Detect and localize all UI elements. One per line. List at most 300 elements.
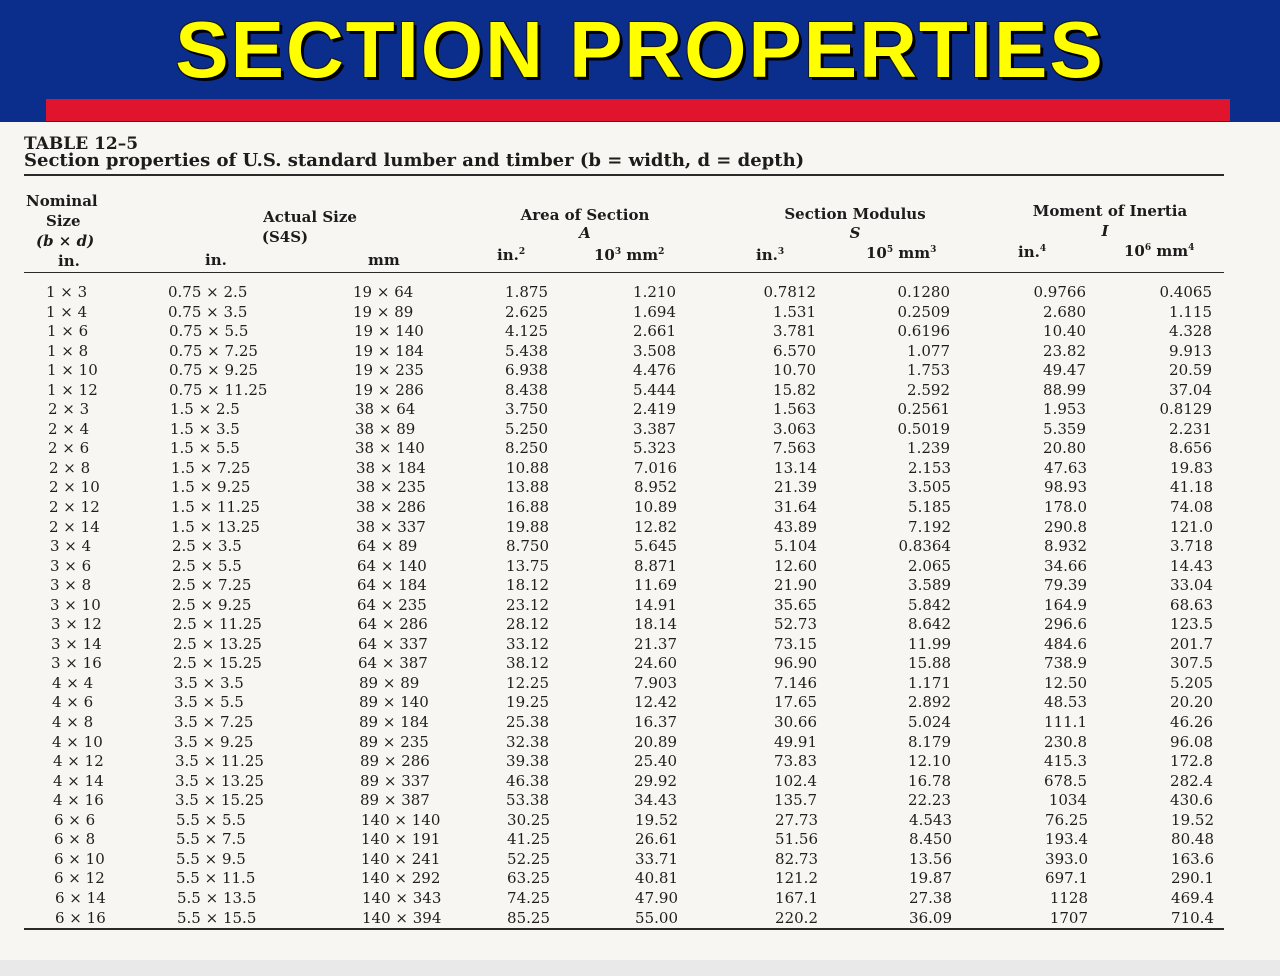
table-top-rule [24,174,1224,176]
cell-area-mm2: 12.42 [634,693,677,712]
cell-inertia-in4: 111.1 [1044,713,1087,732]
table-row [0,654,1280,674]
cell-actual-mm: 38 × 64 [355,400,416,419]
cell-inertia-in4: 98.93 [1044,478,1087,497]
cell-nominal-size: 2 × 12 [49,498,100,517]
header-actual-s4s: (S4S) [261,228,309,246]
cell-actual-in: 1.5 × 11.25 [171,498,260,517]
cell-actual-mm: 38 × 184 [356,458,426,477]
header-nominal-line1: Nominal [26,192,98,210]
cell-area-in2: 74.25 [507,888,550,907]
header-area: Area of Section [520,206,650,224]
cell-actual-mm: 19 × 140 [354,322,424,341]
cell-inertia-in4: 193.4 [1045,830,1088,849]
cell-inertia-in4: 47.63 [1044,458,1087,477]
cell-actual-mm: 140 × 241 [361,849,441,868]
cell-modulus-mm3: 1.239 [907,439,950,458]
cell-actual-mm: 64 × 387 [358,654,428,673]
header-area-unit-in: in.$^2$ [497,246,526,264]
cell-area-in2: 19.25 [506,693,549,712]
cell-modulus-in3: 21.39 [774,478,817,497]
cell-modulus-mm3: 22.23 [908,791,951,810]
cell-inertia-in4: 1128 [1049,888,1088,907]
cell-inertia-mm4: 469.4 [1171,888,1214,907]
header-area-symbol: A [579,224,591,242]
cell-modulus-in3: 5.104 [774,537,817,556]
cell-nominal-size: 1 × 10 [47,361,98,380]
cell-modulus-in3: 51.56 [775,830,818,849]
cell-actual-in: 1.5 × 9.25 [171,478,251,497]
cell-nominal-size: 1 × 4 [46,302,88,321]
cell-nominal-size: 2 × 14 [49,517,100,536]
cell-area-in2: 2.625 [505,302,548,321]
cell-nominal-size: 3 × 4 [50,537,92,556]
cell-actual-mm: 64 × 89 [357,537,418,556]
cell-actual-in: 1.5 × 2.5 [170,400,240,419]
cell-actual-in: 2.5 × 3.5 [172,537,242,556]
cell-inertia-mm4: 710.4 [1171,908,1214,927]
cell-area-mm2: 10.89 [634,498,677,517]
table-row [0,557,1280,577]
cell-inertia-in4: 178.0 [1044,498,1087,517]
cell-area-mm2: 2.661 [633,322,676,341]
cell-modulus-mm3: 0.8364 [898,537,951,556]
cell-nominal-size: 2 × 3 [48,400,90,419]
cell-inertia-in4: 20.80 [1043,439,1086,458]
cell-actual-mm: 140 × 191 [361,830,441,849]
cell-modulus-mm3: 15.88 [908,654,951,673]
cell-area-mm2: 3.508 [633,341,676,360]
cell-inertia-in4: 1.953 [1043,400,1086,419]
cell-modulus-mm3: 36.09 [909,908,952,927]
cell-area-in2: 4.125 [505,322,548,341]
cell-nominal-size: 2 × 8 [49,458,91,477]
cell-area-mm2: 1.210 [633,283,676,301]
cell-inertia-in4: 484.6 [1044,634,1087,653]
cell-modulus-mm3: 2.153 [908,458,951,477]
cell-area-mm2: 14.91 [634,595,677,614]
cell-actual-in: 1.5 × 13.25 [171,517,260,536]
cell-actual-in: 3.5 × 9.25 [174,732,254,751]
cell-inertia-mm4: 19.83 [1170,458,1213,477]
title-underline-bar [46,99,1230,121]
cell-inertia-mm4: 307.5 [1170,654,1213,673]
cell-area-mm2: 12.82 [634,517,677,536]
cell-actual-in: 2.5 × 11.25 [173,615,262,634]
cell-area-in2: 12.25 [506,673,549,692]
cell-area-in2: 18.12 [506,576,549,595]
cell-actual-mm: 19 × 64 [353,283,414,301]
cell-nominal-size: 2 × 10 [49,478,100,497]
cell-area-mm2: 8.871 [634,556,677,575]
cell-modulus-mm3: 0.5019 [897,419,950,438]
cell-inertia-mm4: 46.26 [1170,713,1213,732]
cell-actual-mm: 64 × 184 [357,576,427,595]
cell-modulus-mm3: 1.077 [907,341,950,360]
cell-inertia-in4: 48.53 [1044,693,1087,712]
cell-actual-mm: 64 × 140 [357,556,427,575]
cell-modulus-in3: 7.146 [774,673,817,692]
table-body [0,283,1280,928]
header-modulus-symbol: S [849,224,861,242]
cell-inertia-mm4: 282.4 [1170,771,1213,790]
table-row [0,361,1280,381]
cell-actual-mm: 38 × 89 [355,419,416,438]
cell-actual-in: 2.5 × 15.25 [173,654,262,673]
header-area-unit-mm: $10^3$ $mm^2$ [594,246,665,264]
cell-area-in2: 32.38 [506,732,549,751]
cell-inertia-in4: 164.9 [1044,595,1087,614]
cell-inertia-in4: 393.0 [1045,849,1088,868]
cell-actual-in: 2.5 × 13.25 [173,634,262,653]
header-nominal-line3: (b × d) [36,232,95,250]
cell-area-mm2: 40.81 [635,869,678,888]
cell-modulus-in3: 121.2 [775,869,818,888]
table-row [0,850,1280,870]
table-row [0,615,1280,635]
cell-nominal-size: 1 × 6 [47,322,89,341]
table-row [0,811,1280,831]
cell-actual-in: 3.5 × 3.5 [174,673,244,692]
cell-modulus-mm3: 3.505 [908,478,951,497]
cell-modulus-in3: 43.89 [774,517,817,536]
cell-inertia-in4: 10.40 [1043,322,1086,341]
cell-modulus-mm3: 13.56 [909,849,952,868]
cell-actual-mm: 64 × 337 [358,634,428,653]
cell-actual-in: 3.5 × 15.25 [175,791,264,810]
cell-area-mm2: 25.40 [634,752,677,771]
cell-area-in2: 25.38 [506,713,549,732]
cell-inertia-in4: 0.9766 [1033,283,1086,301]
cell-actual-mm: 89 × 337 [360,771,430,790]
cell-area-mm2: 20.89 [634,732,677,751]
cell-actual-mm: 64 × 286 [358,615,428,634]
cell-actual-in: 3.5 × 11.25 [175,752,264,771]
cell-inertia-mm4: 20.20 [1170,693,1213,712]
cell-modulus-mm3: 2.065 [908,556,951,575]
cell-modulus-in3: 27.73 [775,810,818,829]
header-moment-of-inertia: Moment of Inertia [1032,202,1188,220]
cell-inertia-in4: 1707 [1049,908,1088,927]
title-banner [0,0,1280,122]
cell-modulus-in3: 17.65 [774,693,817,712]
cell-actual-mm: 89 × 89 [359,673,420,692]
cell-area-in2: 30.25 [507,810,550,829]
cell-inertia-mm4: 4.328 [1169,322,1212,341]
cell-nominal-size: 3 × 10 [50,595,101,614]
cell-inertia-mm4: 74.08 [1170,498,1213,517]
table-caption: Section properties of U.S. standard lumber and timber (b = width, d = depth) [24,150,805,171]
cell-modulus-mm3: 1.171 [908,673,951,692]
table-row [0,459,1280,479]
cell-area-mm2: 55.00 [635,908,678,927]
cell-inertia-in4: 23.82 [1043,341,1086,360]
cell-inertia-in4: 415.3 [1044,752,1087,771]
cell-area-in2: 13.88 [506,478,549,497]
cell-actual-in: 3.5 × 5.5 [174,693,244,712]
cell-modulus-in3: 30.66 [774,713,817,732]
cell-actual-in: 3.5 × 7.25 [174,713,254,732]
table-row [0,674,1280,694]
cell-actual-mm: 140 × 343 [362,888,442,907]
cell-area-in2: 28.12 [506,615,549,634]
table-row [0,713,1280,733]
cell-modulus-in3: 102.4 [774,771,817,790]
cell-area-in2: 8.250 [505,439,548,458]
cell-modulus-mm3: 0.6196 [897,322,950,341]
cell-actual-in: 2.5 × 5.5 [172,556,242,575]
cell-area-mm2: 16.37 [634,713,677,732]
cell-inertia-mm4: 2.231 [1169,419,1212,438]
cell-area-mm2: 4.476 [633,361,676,380]
cell-inertia-in4: 738.9 [1044,654,1087,673]
cell-nominal-size: 2 × 6 [48,439,90,458]
cell-inertia-mm4: 290.1 [1171,869,1214,888]
cell-modulus-in3: 7.563 [773,439,816,458]
cell-nominal-size: 2 × 4 [48,419,90,438]
cell-inertia-mm4: 8.656 [1169,439,1212,458]
cell-inertia-mm4: 1.115 [1169,302,1212,321]
cell-nominal-size: 6 × 10 [54,849,105,868]
cell-area-mm2: 19.52 [635,810,678,829]
cell-modulus-in3: 167.1 [775,888,818,907]
cell-modulus-mm3: 8.642 [908,615,951,634]
table-row [0,909,1280,929]
header-actual-unit-mm: mm [368,251,400,269]
cell-area-in2: 52.25 [507,849,550,868]
cell-inertia-in4: 76.25 [1045,810,1088,829]
cell-area-in2: 3.750 [505,400,548,419]
cell-actual-in: 0.75 × 11.25 [169,380,268,399]
table-row [0,381,1280,401]
cell-modulus-mm3: 27.38 [909,888,952,907]
cell-modulus-mm3: 5.842 [908,595,951,614]
cell-actual-in: 0.75 × 5.5 [169,322,249,341]
cell-modulus-in3: 0.7812 [763,283,816,301]
cell-actual-mm: 19 × 89 [353,302,414,321]
cell-actual-mm: 140 × 140 [361,810,441,829]
cell-actual-in: 0.75 × 3.5 [168,302,248,321]
cell-modulus-in3: 52.73 [774,615,817,634]
table-row [0,303,1280,323]
cell-area-in2: 33.12 [506,634,549,653]
cell-actual-in: 1.5 × 3.5 [170,419,240,438]
cell-inertia-mm4: 14.43 [1170,556,1213,575]
cell-inertia-mm4: 41.18 [1170,478,1213,497]
cell-modulus-in3: 10.70 [773,361,816,380]
table-row [0,342,1280,362]
cell-inertia-in4: 79.39 [1044,576,1087,595]
cell-area-mm2: 18.14 [634,615,677,634]
cell-actual-in: 2.5 × 9.25 [172,595,252,614]
cell-modulus-in3: 1.563 [773,400,816,419]
cell-area-in2: 5.250 [505,419,548,438]
cell-area-in2: 1.875 [505,283,548,301]
cell-inertia-mm4: 201.7 [1170,634,1213,653]
cell-nominal-size: 4 × 10 [52,732,103,751]
table-row [0,576,1280,596]
cell-area-mm2: 11.69 [634,576,677,595]
cell-modulus-mm3: 0.2509 [897,302,950,321]
cell-area-mm2: 7.016 [634,458,677,477]
table-row [0,889,1280,909]
cell-modulus-mm3: 2.592 [907,380,950,399]
cell-inertia-mm4: 80.48 [1171,830,1214,849]
cell-modulus-mm3: 3.589 [908,576,951,595]
cell-area-mm2: 47.90 [635,888,678,907]
header-inertia-symbol: I [1101,222,1109,240]
cell-nominal-size: 4 × 14 [53,771,104,790]
page-title: SECTION PROPERTIES [175,5,1105,94]
cell-area-in2: 19.88 [506,517,549,536]
cell-area-in2: 46.38 [506,771,549,790]
header-bottom-rule [24,272,1224,273]
cell-nominal-size: 6 × 6 [54,810,96,829]
cell-actual-in: 1.5 × 5.5 [170,439,240,458]
cell-nominal-size: 4 × 12 [53,752,104,771]
cell-inertia-mm4: 5.205 [1170,673,1213,692]
cell-inertia-in4: 290.8 [1044,517,1087,536]
cell-inertia-mm4: 0.8129 [1159,400,1212,419]
cell-area-in2: 10.88 [506,458,549,477]
cell-modulus-in3: 82.73 [775,849,818,868]
cell-modulus-in3: 73.83 [774,752,817,771]
cell-modulus-in3: 13.14 [774,458,817,477]
cell-modulus-mm3: 8.450 [909,830,952,849]
cell-inertia-in4: 678.5 [1044,771,1087,790]
cell-actual-mm: 89 × 140 [359,693,429,712]
cell-inertia-mm4: 121.0 [1170,517,1213,536]
header-inertia-unit-mm: $10^6$ $mm^4$ [1124,242,1195,260]
cell-area-mm2: 2.419 [633,400,676,419]
table-row [0,772,1280,792]
cell-modulus-in3: 135.7 [774,791,817,810]
cell-inertia-mm4: 163.6 [1171,849,1214,868]
cell-area-mm2: 5.323 [633,439,676,458]
cell-modulus-mm3: 4.543 [909,810,952,829]
cell-area-mm2: 3.387 [633,419,676,438]
cell-inertia-in4: 230.8 [1044,732,1087,751]
cell-nominal-size: 3 × 16 [51,654,102,673]
table-row [0,791,1280,811]
cell-nominal-size: 6 × 8 [54,830,96,849]
header-actual-size: Actual Size [263,208,357,226]
cell-modulus-mm3: 19.87 [909,869,952,888]
cell-inertia-mm4: 123.5 [1170,615,1213,634]
cell-inertia-in4: 296.6 [1044,615,1087,634]
cell-modulus-mm3: 5.185 [908,498,951,517]
cell-inertia-in4: 697.1 [1045,869,1088,888]
cell-actual-in: 3.5 × 13.25 [175,771,264,790]
cell-inertia-in4: 8.932 [1044,537,1087,556]
cell-actual-in: 5.5 × 9.5 [176,849,246,868]
cell-modulus-in3: 21.90 [774,576,817,595]
table-row [0,596,1280,616]
cell-nominal-size: 4 × 6 [52,693,94,712]
cell-modulus-in3: 49.91 [774,732,817,751]
cell-actual-in: 5.5 × 15.5 [177,908,257,927]
cell-inertia-mm4: 33.04 [1170,576,1213,595]
table-row [0,869,1280,889]
cell-modulus-in3: 3.781 [773,322,816,341]
cell-area-in2: 6.938 [505,361,548,380]
cell-inertia-mm4: 96.08 [1170,732,1213,751]
cell-inertia-in4: 34.66 [1044,556,1087,575]
header-nominal-line2: Size [46,212,81,230]
cell-actual-in: 0.75 × 7.25 [169,341,258,360]
cell-actual-mm: 64 × 235 [357,595,427,614]
table-row [0,400,1280,420]
cell-area-in2: 8.438 [505,380,548,399]
cell-area-mm2: 5.444 [633,380,676,399]
cell-actual-mm: 38 × 235 [356,478,426,497]
cell-area-in2: 8.750 [506,537,549,556]
cell-inertia-mm4: 19.52 [1171,810,1214,829]
cell-inertia-in4: 2.680 [1043,302,1086,321]
cell-actual-in: 5.5 × 5.5 [176,810,246,829]
table-row [0,498,1280,518]
cell-actual-mm: 89 × 235 [359,732,429,751]
cell-actual-in: 1.5 × 7.25 [171,458,251,477]
cell-actual-mm: 38 × 140 [355,439,425,458]
table-row [0,322,1280,342]
cell-area-in2: 85.25 [507,908,550,927]
cell-area-mm2: 21.37 [634,634,677,653]
cell-inertia-mm4: 430.6 [1170,791,1213,810]
cell-inertia-mm4: 68.63 [1170,595,1213,614]
cell-nominal-size: 3 × 8 [50,576,92,595]
cell-nominal-size: 3 × 6 [50,556,92,575]
cell-area-in2: 38.12 [506,654,549,673]
cell-actual-in: 2.5 × 7.25 [172,576,252,595]
cell-inertia-in4: 5.359 [1043,419,1086,438]
cell-modulus-mm3: 8.179 [908,732,951,751]
cell-inertia-in4: 12.50 [1044,673,1087,692]
table-row [0,693,1280,713]
cell-modulus-in3: 31.64 [774,498,817,517]
cell-inertia-in4: 49.47 [1043,361,1086,380]
cell-actual-mm: 89 × 184 [359,713,429,732]
cell-area-in2: 13.75 [506,556,549,575]
cell-inertia-mm4: 3.718 [1170,537,1213,556]
cell-actual-mm: 38 × 337 [356,517,426,536]
cell-nominal-size: 3 × 14 [51,634,102,653]
cell-inertia-mm4: 0.4065 [1159,283,1212,301]
cell-actual-in: 0.75 × 2.5 [168,283,248,301]
cell-area-in2: 23.12 [506,595,549,614]
cell-area-in2: 16.88 [506,498,549,517]
cell-modulus-mm3: 0.2561 [897,400,950,419]
cell-inertia-mm4: 20.59 [1169,361,1212,380]
cell-area-mm2: 34.43 [634,791,677,810]
cell-area-mm2: 33.71 [635,849,678,868]
table-row [0,420,1280,440]
cell-actual-mm: 89 × 286 [360,752,430,771]
cell-inertia-mm4: 172.8 [1170,752,1213,771]
cell-area-in2: 41.25 [507,830,550,849]
cell-actual-mm: 19 × 286 [354,380,424,399]
cell-actual-mm: 140 × 292 [361,869,441,888]
table-row [0,518,1280,538]
cell-actual-in: 0.75 × 9.25 [169,361,258,380]
cell-modulus-mm3: 7.192 [908,517,951,536]
cell-modulus-in3: 15.82 [773,380,816,399]
cell-area-mm2: 26.61 [635,830,678,849]
cell-nominal-size: 1 × 12 [47,380,98,399]
cell-nominal-size: 4 × 4 [52,673,94,692]
cell-modulus-in3: 6.570 [773,341,816,360]
cell-actual-mm: 19 × 184 [354,341,424,360]
